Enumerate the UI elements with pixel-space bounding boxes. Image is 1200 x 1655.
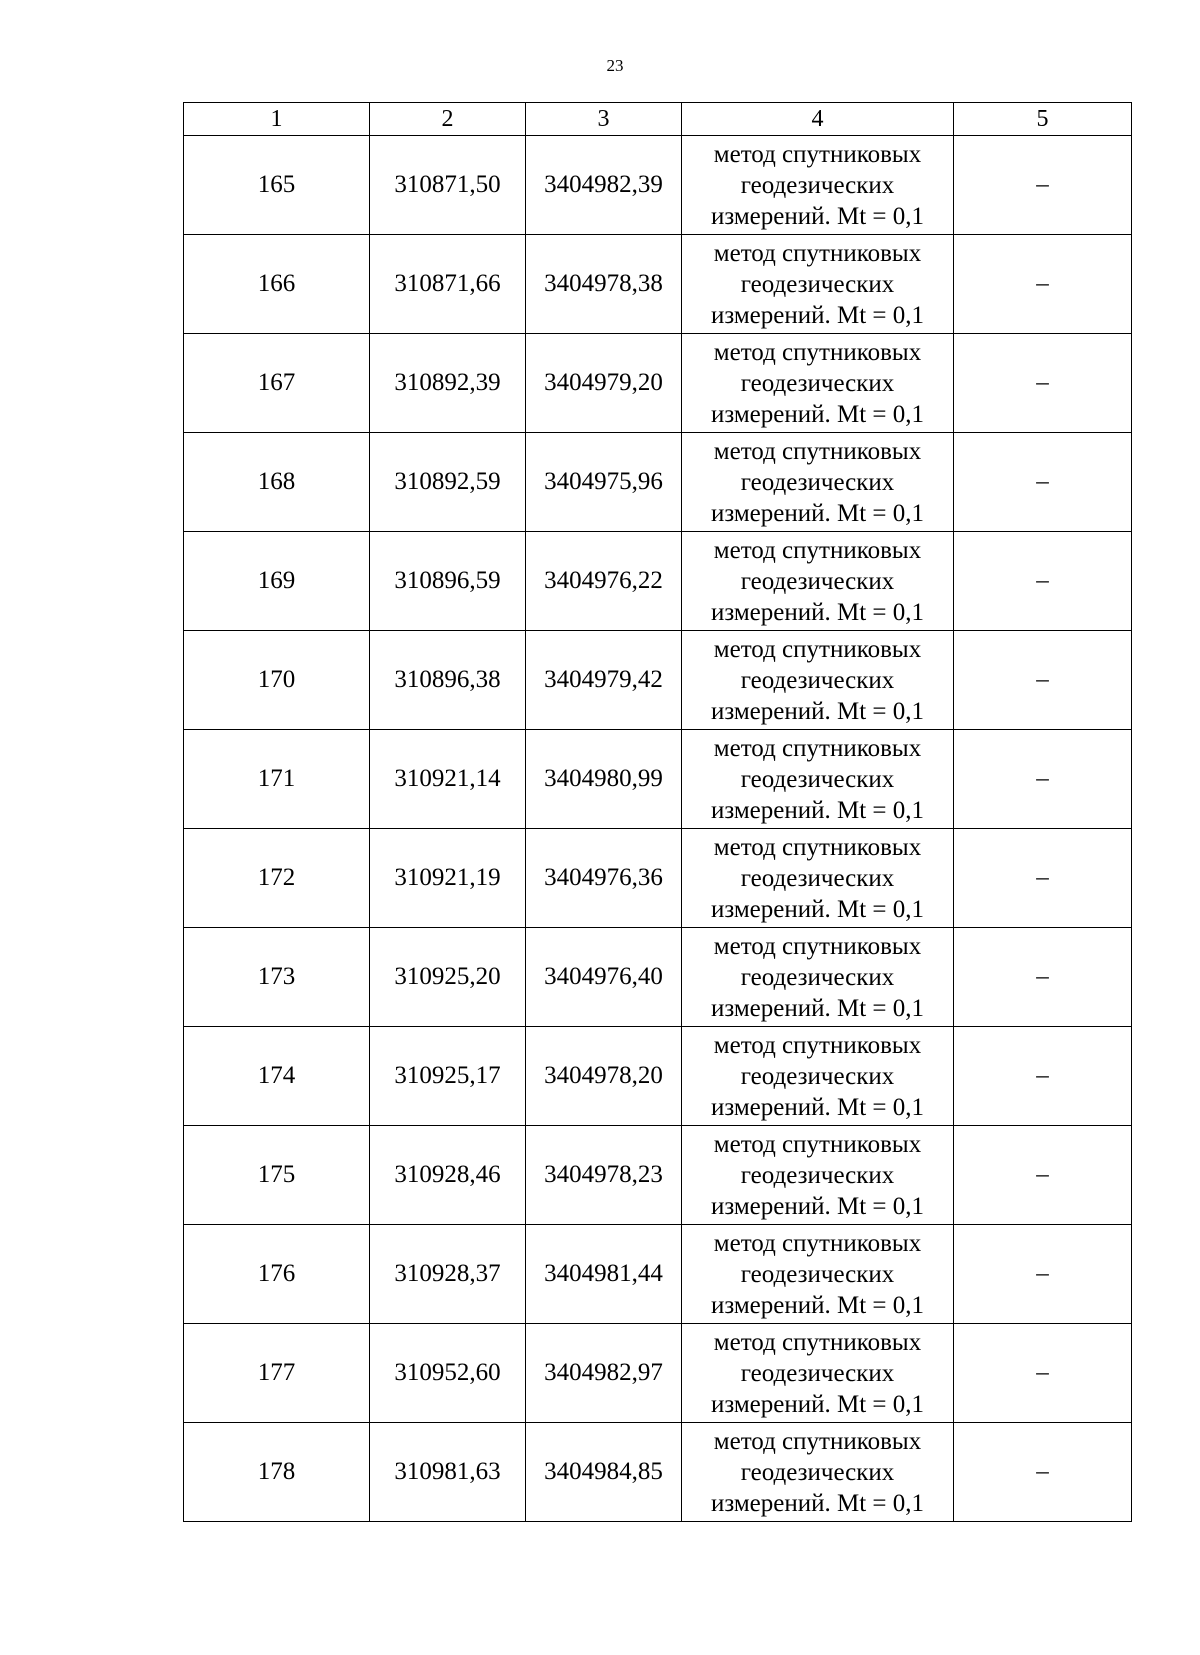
x-coordinate-cell: 310896,38 [370,631,526,730]
method-cell [682,136,954,235]
method-line: геодезических [740,270,895,298]
method-line: геодезических [740,1458,895,1486]
note-cell: – [954,532,1132,631]
y-coordinate-cell: 3404978,38 [526,235,682,334]
method-cell [682,1324,954,1423]
point-number-cell: 165 [184,136,370,235]
point-number-cell: 173 [184,928,370,1027]
method-line: геодезических [740,171,895,199]
method-cell [682,730,954,829]
table-row [184,928,1132,1027]
method-cell [682,532,954,631]
table-row [184,136,1132,235]
method-line: метод спутниковых [713,1229,922,1257]
header-col-2: 2 [370,103,526,136]
point-number-cell: 171 [184,730,370,829]
method-line: измерений. Mt = 0,1 [710,895,925,923]
point-number-cell: 166 [184,235,370,334]
note-cell: – [954,829,1132,928]
method-line: измерений. Mt = 0,1 [710,994,925,1022]
point-number-cell: 178 [184,1423,370,1522]
x-coordinate-cell: 310925,20 [370,928,526,1027]
x-coordinate-cell: 310892,59 [370,433,526,532]
method-line: измерений. Mt = 0,1 [710,796,925,824]
header-col-4: 4 [682,103,954,136]
y-coordinate-cell: 3404978,20 [526,1027,682,1126]
method-line: метод спутниковых [713,239,922,267]
method-line: метод спутниковых [713,1328,922,1356]
x-coordinate-cell: 310921,14 [370,730,526,829]
y-coordinate-cell: 3404976,22 [526,532,682,631]
note-cell: – [954,334,1132,433]
method-cell [682,1423,954,1522]
method-cell [682,1225,954,1324]
note-cell: – [954,136,1132,235]
note-cell: – [954,235,1132,334]
x-coordinate-cell: 310896,59 [370,532,526,631]
method-line: измерений. Mt = 0,1 [710,1093,925,1121]
method-line: метод спутниковых [713,437,922,465]
method-line: метод спутниковых [713,1130,922,1158]
method-line: метод спутниковых [713,833,922,861]
y-coordinate-cell: 3404984,85 [526,1423,682,1522]
y-coordinate-cell: 3404981,44 [526,1225,682,1324]
method-line: метод спутниковых [713,140,922,168]
method-line: геодезических [740,963,895,991]
table-row [184,1324,1132,1423]
method-line: метод спутниковых [713,1031,922,1059]
point-number-cell: 175 [184,1126,370,1225]
x-coordinate-cell: 310952,60 [370,1324,526,1423]
point-number-cell: 177 [184,1324,370,1423]
y-coordinate-cell: 3404978,23 [526,1126,682,1225]
point-number-cell: 170 [184,631,370,730]
method-line: метод спутниковых [713,536,922,564]
note-cell: – [954,1423,1132,1522]
method-cell [682,1126,954,1225]
table-row [184,730,1132,829]
method-line: метод спутниковых [713,932,922,960]
table-row [184,631,1132,730]
method-line: геодезических [740,1062,895,1090]
note-cell: – [954,928,1132,1027]
table-row [184,1225,1132,1324]
point-number-cell: 176 [184,1225,370,1324]
method-line: метод спутниковых [713,635,922,663]
x-coordinate-cell: 310925,17 [370,1027,526,1126]
header-col-3: 3 [526,103,682,136]
table-body [184,136,1132,1522]
header-col-1: 1 [184,103,370,136]
x-coordinate-cell: 310892,39 [370,334,526,433]
point-number-cell: 168 [184,433,370,532]
method-line: измерений. Mt = 0,1 [710,499,925,527]
method-line: геодезических [740,1260,895,1288]
method-line: измерений. Mt = 0,1 [710,1192,925,1220]
table-row [184,235,1132,334]
method-cell [682,235,954,334]
x-coordinate-cell: 310871,66 [370,235,526,334]
y-coordinate-cell: 3404980,99 [526,730,682,829]
method-line: метод спутниковых [713,338,922,366]
x-coordinate-cell: 310928,46 [370,1126,526,1225]
y-coordinate-cell: 3404976,36 [526,829,682,928]
table-row [184,1423,1132,1522]
point-number-cell: 174 [184,1027,370,1126]
y-coordinate-cell: 3404976,40 [526,928,682,1027]
method-line: измерений. Mt = 0,1 [710,1390,925,1418]
point-number-cell: 169 [184,532,370,631]
note-cell: – [954,1126,1132,1225]
y-coordinate-cell: 3404982,39 [526,136,682,235]
method-line: геодезических [740,1161,895,1189]
method-cell [682,433,954,532]
method-line: измерений. Mt = 0,1 [710,400,925,428]
x-coordinate-cell: 310871,50 [370,136,526,235]
header-row [184,103,1132,136]
note-cell: – [954,730,1132,829]
method-cell [682,631,954,730]
method-line: геодезических [740,765,895,793]
method-line: измерений. Mt = 0,1 [710,697,925,725]
y-coordinate-cell: 3404979,42 [526,631,682,730]
table-row [184,1126,1132,1225]
table-row [184,334,1132,433]
note-cell: – [954,1225,1132,1324]
y-coordinate-cell: 3404975,96 [526,433,682,532]
table-row [184,829,1132,928]
x-coordinate-cell: 310981,63 [370,1423,526,1522]
method-cell [682,1027,954,1126]
method-line: измерений. Mt = 0,1 [710,1291,925,1319]
method-cell [682,829,954,928]
table-header [184,103,1132,136]
method-line: геодезических [740,1359,895,1387]
page-number: 23 [606,56,624,75]
method-line: измерений. Mt = 0,1 [710,202,925,230]
method-line: метод спутниковых [713,1427,922,1455]
table-row [184,532,1132,631]
y-coordinate-cell: 3404979,20 [526,334,682,433]
header-col-5: 5 [954,103,1132,136]
method-line: геодезических [740,666,895,694]
method-line: измерений. Mt = 0,1 [710,598,925,626]
method-line: измерений. Mt = 0,1 [710,1489,925,1517]
note-cell: – [954,631,1132,730]
method-line: геодезических [740,369,895,397]
note-cell: – [954,433,1132,532]
method-line: геодезических [740,864,895,892]
method-line: метод спутниковых [713,734,922,762]
method-cell [682,334,954,433]
point-number-cell: 167 [184,334,370,433]
point-number-cell: 172 [184,829,370,928]
method-cell [682,928,954,1027]
method-line: измерений. Mt = 0,1 [710,301,925,329]
coordinates-table [183,102,1132,1522]
x-coordinate-cell: 310921,19 [370,829,526,928]
table-row [184,433,1132,532]
table-row [184,1027,1132,1126]
method-line: геодезических [740,567,895,595]
note-cell: – [954,1324,1132,1423]
method-line: геодезических [740,468,895,496]
x-coordinate-cell: 310928,37 [370,1225,526,1324]
y-coordinate-cell: 3404982,97 [526,1324,682,1423]
note-cell: – [954,1027,1132,1126]
